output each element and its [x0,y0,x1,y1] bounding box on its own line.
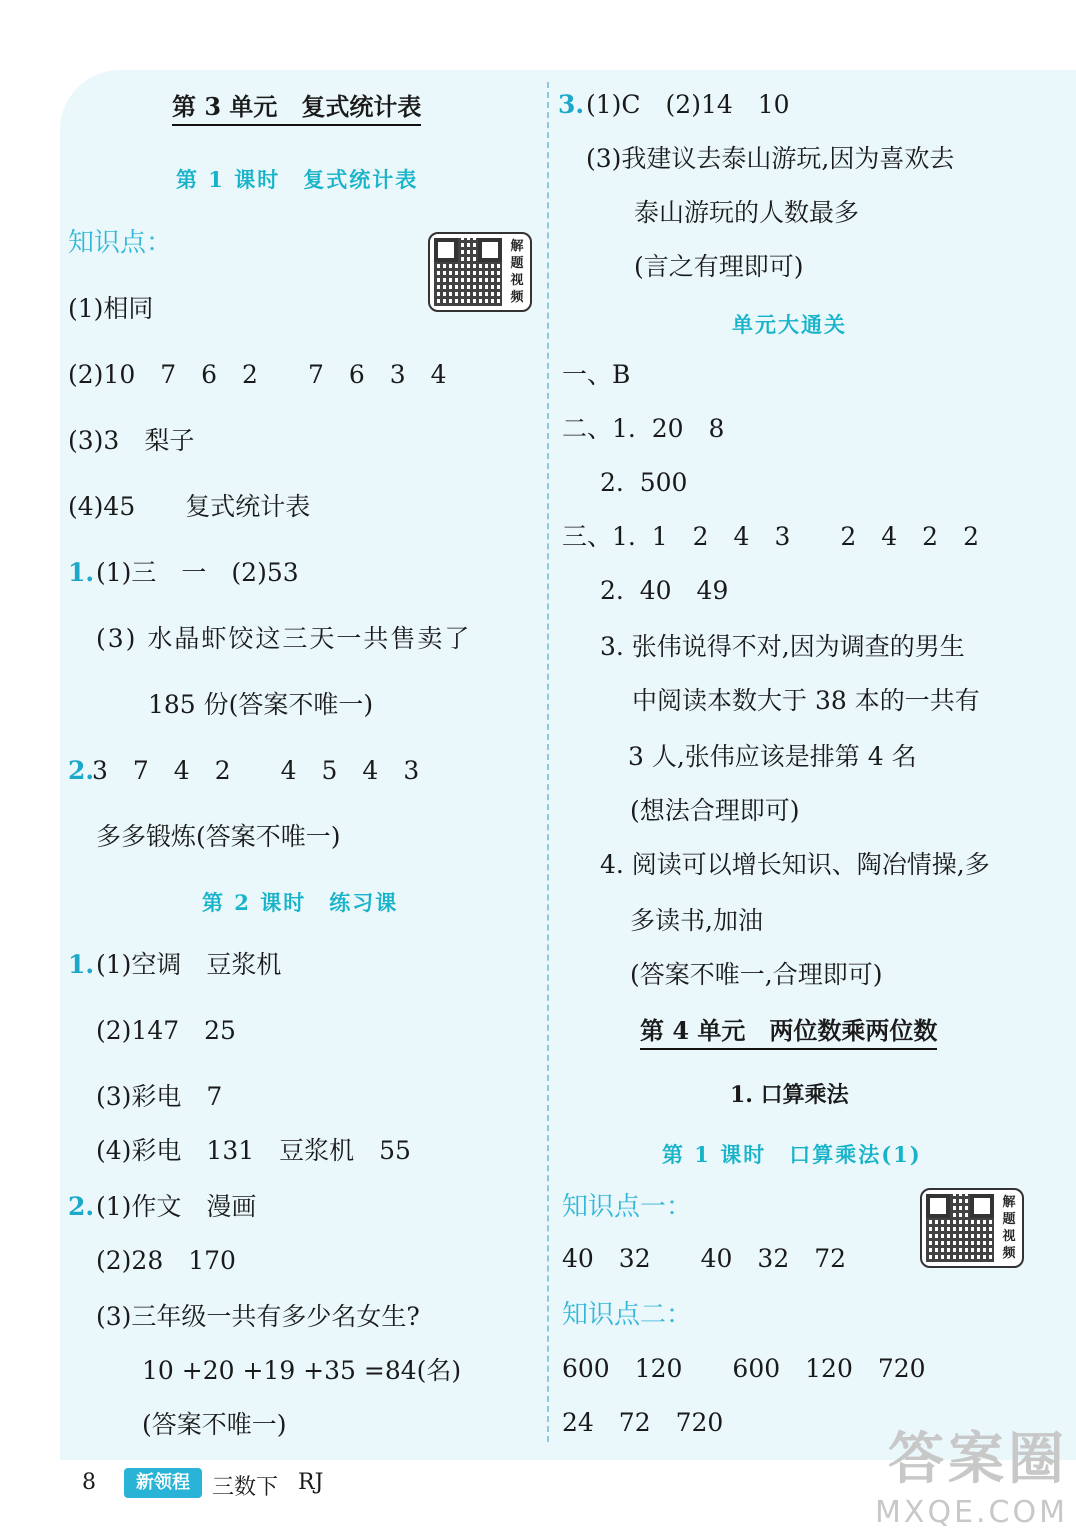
answer-line: (4)彩电 131 豆浆机 55 [96,1136,411,1165]
question-number: 1. [68,558,95,587]
answer-line: (3)我建议去泰山游玩,因为喜欢去 [586,144,955,173]
answer-line: (3)彩电 7 [96,1082,223,1111]
answer-line: (1)作文 漫画 [96,1192,257,1221]
watermark-text: 答案圈 [888,1427,1068,1492]
kp-line-3: (3)3 梨子 [68,426,195,455]
answer-line: 3 7 4 2 4 5 4 3 [92,756,420,785]
answer-line: 二、1. 20 8 [562,414,725,443]
question-number: 2. [68,1192,95,1221]
question-number: 3. [558,90,585,119]
answer-line: (答案不唯一) [142,1410,287,1439]
column-divider [547,82,549,1442]
answer-line: (言之有理即可) [634,252,804,281]
answer-line: 2. 500 [600,468,688,497]
lesson-1-title: 第 1 课时 复式统计表 [176,167,419,192]
unit-4-title: 第 4 单元 两位数乘两位数 [640,1016,937,1050]
brand-logo: 新领程 [124,1468,202,1498]
answer-line: 24 72 720 [562,1408,724,1437]
answer-line: 3 人,张伟应该是排第 4 名 [628,742,917,771]
answer-line: (想法合理即可) [630,796,800,825]
knowledge-point-2-label: 知识点二： [562,1300,693,1330]
question-number: 1. [68,950,95,979]
qr-caption: 解题视频 [1002,1195,1016,1261]
lesson-title: 第 1 课时 口算乘法(1) [662,1142,922,1167]
answer-line: (1)C (2)14 10 [586,90,790,119]
answer-line: 2. 40 49 [600,576,729,605]
book-name: 三数下 [212,1475,279,1500]
answer-line: 10 +20 +19 +35 =84(名) [142,1356,462,1385]
qr-code-icon[interactable] [920,1188,1024,1268]
answer-line: 600 120 600 120 720 [562,1354,926,1383]
answer-line: (3)三年级一共有多少名女生? [96,1302,420,1331]
page-number: 8 [82,1470,96,1495]
answer-line: (3) 水晶虾饺这三天一共售卖了 [96,624,472,653]
answer-line: 3. 张伟说得不对,因为调查的男生 [600,632,965,661]
kp-line-1: (1)相同 [68,294,154,323]
watermark-url: MXQE.COM [875,1495,1068,1530]
lesson-2-title: 第 2 课时 练习课 [202,890,399,915]
answer-line: (1)三 一 (2)53 [96,558,299,587]
section-title: 1. 口算乘法 [730,1082,849,1108]
answer-line: (1)空调 豆浆机 [96,950,282,979]
answer-line: 185 份(答案不唯一) [148,690,374,719]
knowledge-point-label: 知识点： [68,228,173,258]
answer-line: 中阅读本数大于 38 本的一共有 [632,686,980,715]
answer-line: (2)147 25 [96,1016,236,1045]
answer-line: (2)28 170 [96,1246,236,1275]
kp-line-4: (4)45 复式统计表 [68,492,311,521]
answer-line: 三、1. 1 2 4 3 2 4 2 2 [562,522,979,551]
edition-code: RJ [298,1470,324,1495]
answer-line: 一、B [562,360,631,389]
unit-review-title: 单元大通关 [732,312,847,337]
answer-line: 泰山游玩的人数最多 [634,198,860,227]
qr-code-icon[interactable] [428,232,532,312]
watermark-logo [875,1415,1068,1530]
answer-line: (答案不唯一,合理即可) [630,960,883,989]
answer-line: 40 32 40 32 72 [562,1244,847,1273]
qr-caption: 解题视频 [510,239,524,305]
question-number: 2. [68,756,95,785]
answer-line: 多多锻炼(答案不唯一) [96,822,341,851]
answer-line: 多读书,加油 [630,906,763,935]
knowledge-point-1-label: 知识点一： [562,1192,693,1222]
answer-line: 4. 阅读可以增长知识、陶冶情操,多 [600,850,990,879]
qr-code-pattern [434,238,502,306]
qr-code-pattern [926,1194,994,1262]
unit-3-title: 第 3 单元 复式统计表 [172,92,421,126]
kp-line-2: (2)10 7 6 2 7 6 3 4 [68,360,447,389]
